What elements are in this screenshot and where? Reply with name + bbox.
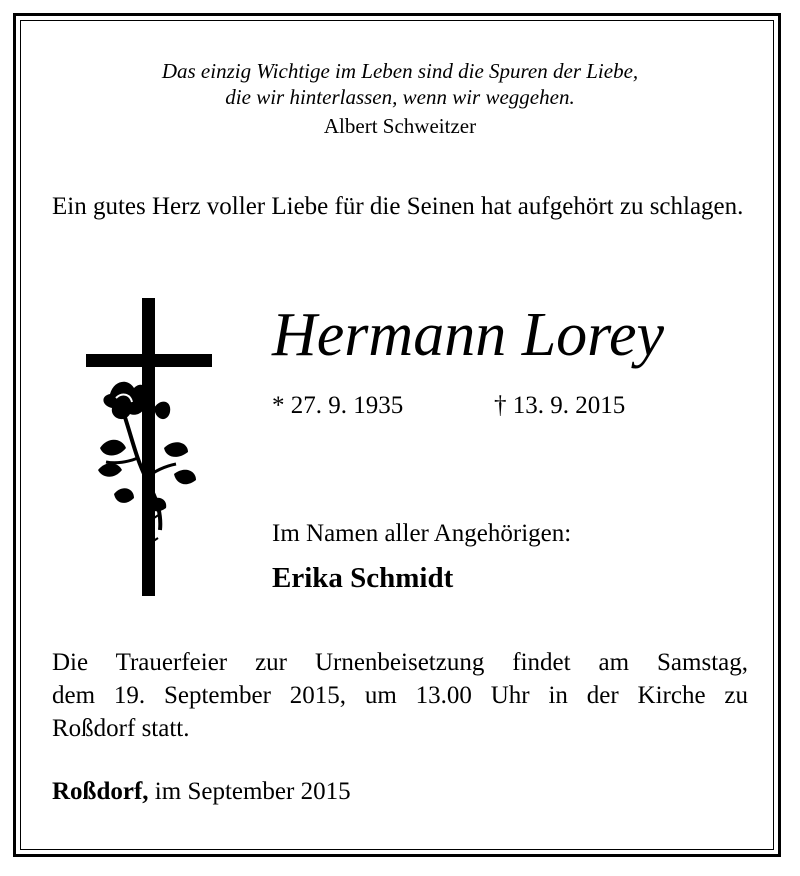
service-announcement (52, 646, 748, 745)
epigraph-quote (0, 58, 800, 110)
quote-line-1: Das einzig Wichtige im Leben sind die Spuren der Liebe, (161, 59, 639, 83)
family-name: Erika Schmidt (272, 562, 454, 594)
birth-date: * 27. 9. 1935 (272, 392, 404, 419)
service-line-3: Roßdorf statt. (52, 715, 190, 742)
place-name: Roßdorf, (52, 778, 149, 805)
intro-text: Ein gutes Herz voller Liebe für die Seinen hat aufgehört zu schlagen. (52, 193, 744, 220)
service-line-2: dem 19. September 2015, um 13.00 Uhr in der Kirche zu (52, 682, 748, 709)
family-label: Im Namen aller Angehörigen: (272, 520, 572, 547)
quote-author: Albert Schweitzer (323, 114, 477, 138)
deceased-name: Hermann Lorey (272, 301, 665, 369)
cross-with-rose-icon (84, 298, 216, 596)
closing-date: im September 2015 (148, 778, 351, 805)
death-date: † 13. 9. 2015 (494, 392, 626, 419)
quote-line-2: die wir hinterlassen, wenn wir weggehen. (225, 85, 575, 109)
place-and-date (52, 778, 351, 806)
service-line-1: Die Trauerfeier zur Urnenbeisetzung findet am Samstag, (52, 649, 748, 676)
